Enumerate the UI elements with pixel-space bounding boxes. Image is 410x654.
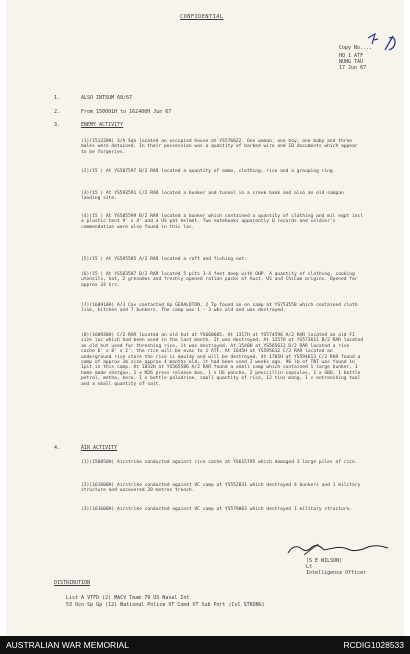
hq-line: HQ 1 ATF	[339, 53, 364, 59]
item-number: 4.	[54, 445, 61, 451]
archive-reference: RCDIG1028533	[343, 640, 404, 650]
enemy-activity-paragraph: (8)(160930H) C/2 RAR located an old hut at YS660605. At 1317H at YS574596 A/2 RAR located an old FI size loc which had been used in the last month. It was destroyed. At 1257H at YS573611 B/2 RAR located an old hut used for threshing rice, it was destroyed. At 1540H at YS565612 D/2 RAR located a rice cache 6' x 8' x 2', the rice will be evac to 1 ATF. At 1645H at YS595612 C/2 RAR located an underground rice store the rice is mouldy and will be destroyed. At 1705H at YS594613 C/2 RAR found a camp of approx 2m size approx 4 months old, it had been used 2 weeks ago. 96 lb of TNT was found in 1pit in this camp. At 1832H at YS565586 A/2 RAR found a small camp which contained 1 large bunker, 1 home made shotgun, 1 x M26 press release box, 1 x US poncho, 2 penicillin capsules, 1 x GBU, 1 bottle petrol, metho, kero, 1 x bottle paludrine, small quantity of rice, 12 tins mang, 1 x entrenching tool and a small quantity of salt.	[81, 333, 364, 387]
enemy-activity-paragraph: (3)(15 ) At YS593591 C/2 RAR located a bunker and tunnel in a creek bank and also an old sampan landing site.	[81, 191, 344, 202]
date-line: 17 Jun 67	[339, 65, 367, 71]
section-heading: ENEMY ACTIVITY	[81, 122, 124, 128]
signatory-title: Intelligence Officer	[306, 570, 367, 576]
item-number: 1.	[54, 95, 61, 101]
air-activity-paragraph: (3)(161600H) Airstrike conducted against VC camp at YS579803 which destroyed 1 military structure.	[81, 507, 353, 512]
enemy-activity-paragraph: (2)(15 ) At YS587597 B/2 RAR located a quantity of ammo, clothing, rice and a grouping ring.	[81, 169, 336, 174]
air-activity-paragraph: (1)(150850H) Airstrike conducted against rice cache at YS615795 which damaged 3 large piles of rice.	[81, 460, 358, 465]
archive-name: AUSTRALIAN WAR MEMORIAL	[6, 640, 129, 650]
archive-footer	[0, 636, 410, 654]
section-heading: AIR ACTIVITY	[81, 445, 118, 451]
enemy-activity-paragraph: (6)(15 ) At YS583587 B/2 RAR located 5 pits 3-4 feet deep with OHP. A quantity of clothing, cooking utensils, hat, 2 grenades and freshly opened ration packs of Aust, US and ChiCom origins. Opened for approx 24 hrs.	[81, 272, 358, 288]
distribution-line: List A VTFD (2) MACV Team 79 US Naval Int	[66, 595, 190, 601]
enemy-activity-paragraph: (4)(15 ) At YS585599 B/2 RAR located a bunker which contained a quantity of clothing and mil eqpt incl a plastic tent 9' x 4' and a US pat helmet. Two notebooks apparently Q records and soldier's commendation were also found in this loc.	[81, 214, 364, 230]
distribution-heading: DISTRIBUTION	[54, 580, 91, 586]
handwritten-copy-mark	[363, 30, 403, 58]
air-activity-paragraph: (2)(161600H) Airstrike conducted against VC camp at YS552831 which destroyed 4 bunkers and 1 military structure and uncovered 20 metres trench.	[81, 483, 361, 494]
distribution-line: 53 Ocn Sp Gp (12) National Police VT Comd VT Sub Port (Col STRONG)	[66, 602, 265, 608]
classification-label: CONFIDENTIAL	[180, 14, 224, 20]
document-page	[6, 0, 404, 636]
item-text: ALSO INTSUM 68/67	[81, 95, 133, 101]
signatory-rank: Lt	[306, 564, 313, 570]
enemy-activity-paragraph: (5)(15 ) At YS595585 A/2 RAR located a raft and fishing net.	[81, 257, 247, 262]
enemy-activity-paragraph: (1)(151220H) 3/A Sqn located an occupied house at YS576622. One woman, one boy, one baby and three males were detained. In their possession was a quantity of barbed wire and ID documents which appear to be forgeries.	[81, 139, 358, 155]
copy-number: Copy No....	[339, 45, 373, 51]
signatory-name: (S E WILSON)	[306, 558, 343, 564]
signature-icon	[284, 541, 394, 557]
enemy-activity-paragraph: (7)(160910H) A/3 Cav contacted Op GERALDTON, 2 Tp found an en camp at YS753558 which contained cloth line, kitchen and 7 bunkers. The camp was 1 - 3 wks old and was destroyed.	[81, 303, 358, 314]
item-text: From 150001H to 162400H Jun 67	[81, 109, 172, 115]
item-number: 3.	[54, 122, 61, 128]
location-line: NUNG TAU	[339, 59, 364, 65]
item-number: 2.	[54, 109, 61, 115]
